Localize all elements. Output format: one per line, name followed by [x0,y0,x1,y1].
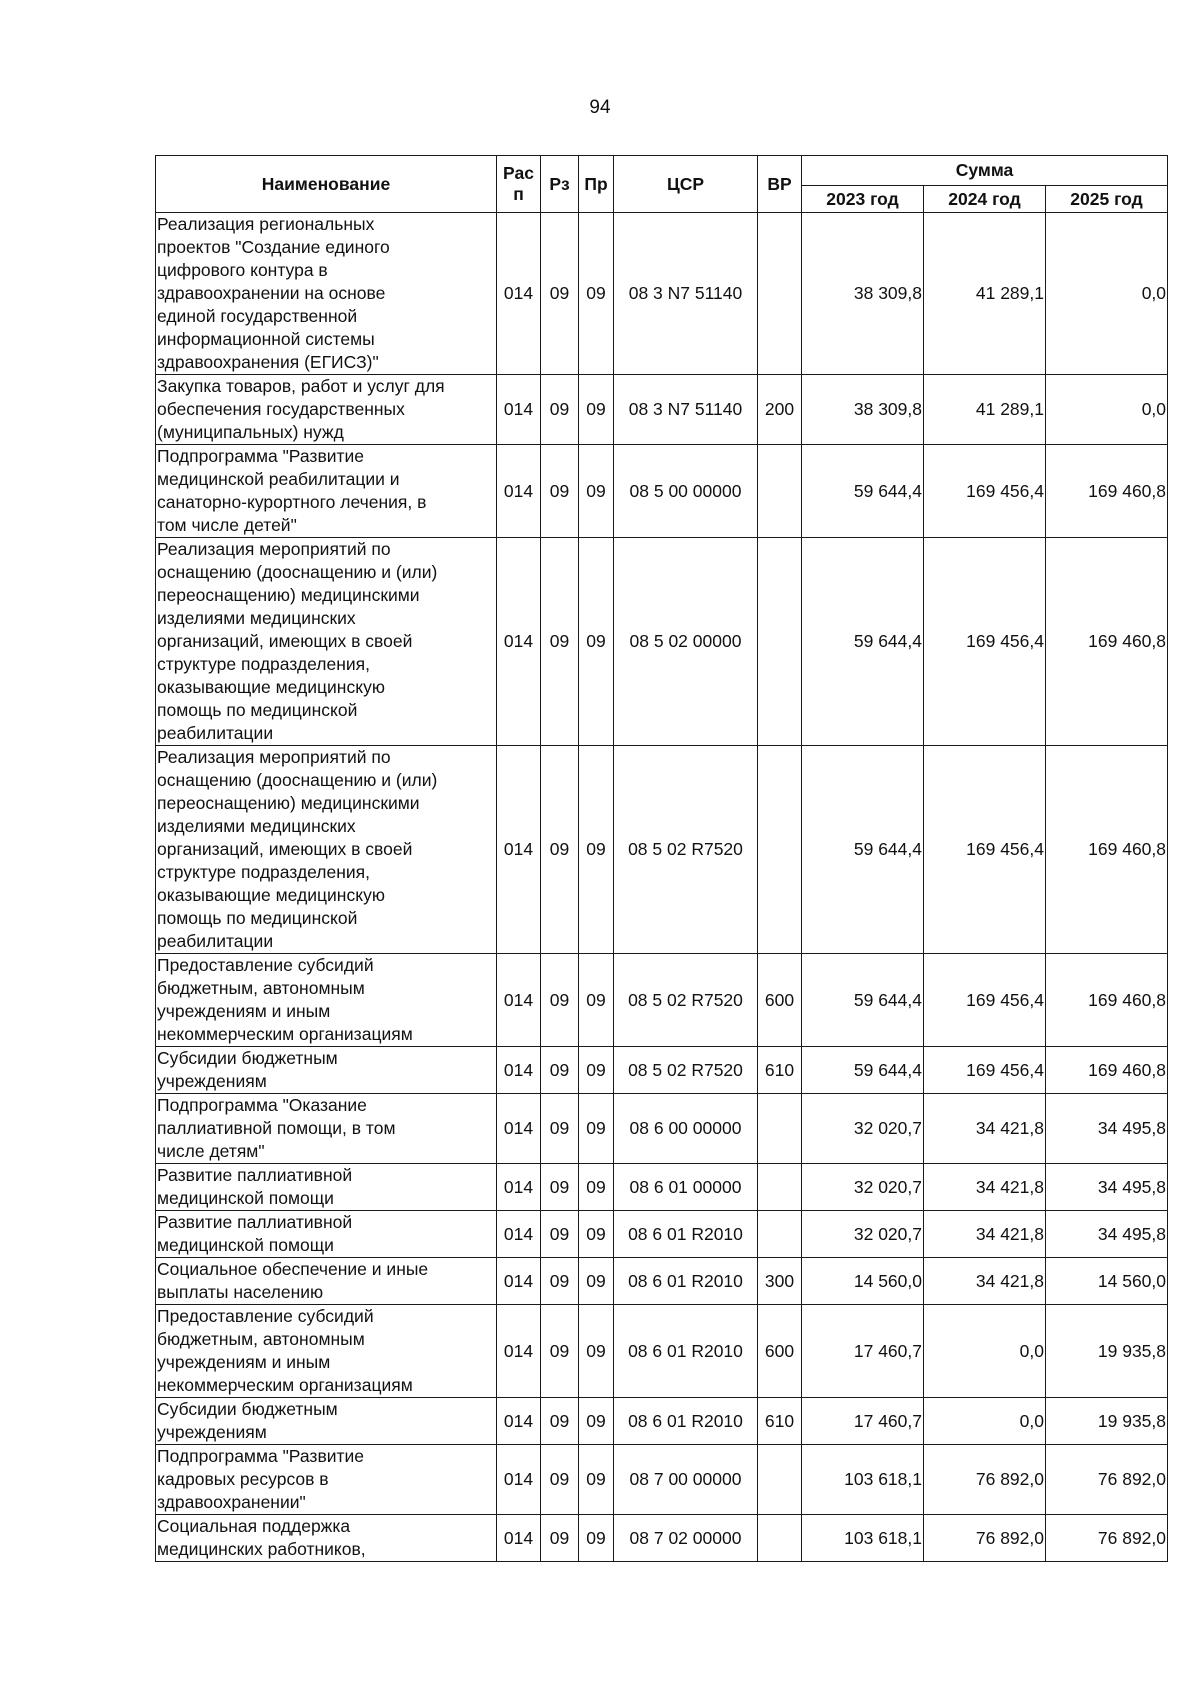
row-rz: 09 [541,375,579,445]
row-name: Развитие паллиативной медицинской помощи [156,1164,497,1211]
row-name: Субсидии бюджетным учреждениям [156,1398,497,1445]
row-pr: 09 [579,954,614,1047]
header-csr: ЦСР [614,156,758,213]
row-name: Предоставление субсидий бюджетным, автономным учреждениям и иным некоммерческим организациям [156,954,497,1047]
row-vr [758,213,802,375]
row-sum-2025: 19 935,8 [1046,1305,1168,1398]
header-year-2025: 2025 год [1046,186,1168,213]
row-vr [758,1515,802,1562]
row-name: Развитие паллиативной медицинской помощи [156,1211,497,1258]
row-pr: 09 [579,1258,614,1305]
row-vr [758,538,802,746]
row-sum-2025: 34 495,8 [1046,1211,1168,1258]
header-sum: Сумма [802,156,1168,186]
row-sum-2024: 169 456,4 [924,445,1046,538]
header-vr: ВР [758,156,802,213]
row-sum-2024: 41 289,1 [924,375,1046,445]
row-vr: 200 [758,375,802,445]
table-row [156,1445,1168,1515]
row-rz: 09 [541,746,579,954]
row-sum-2023: 59 644,4 [802,954,924,1047]
row-rasp: 014 [497,1445,541,1515]
row-sum-2024: 34 421,8 [924,1211,1046,1258]
row-sum-2024: 169 456,4 [924,746,1046,954]
header-rasp: Рас п [497,156,541,213]
row-rz: 09 [541,1305,579,1398]
row-sum-2023: 59 644,4 [802,538,924,746]
table-row [156,445,1168,538]
row-sum-2024: 34 421,8 [924,1164,1046,1211]
row-rz: 09 [541,1211,579,1258]
row-sum-2025: 0,0 [1046,375,1168,445]
row-rz: 09 [541,1398,579,1445]
row-vr [758,445,802,538]
row-sum-2025: 76 892,0 [1046,1515,1168,1562]
row-name: Реализация региональных проектов "Создание единого цифрового контура в здравоохранении на основе единой государственной информационной системы здравоохранения (ЕГИСЗ)" [156,213,497,375]
row-sum-2025: 19 935,8 [1046,1398,1168,1445]
row-csr: 08 6 01 R2010 [614,1258,758,1305]
row-sum-2025: 76 892,0 [1046,1445,1168,1515]
row-sum-2024: 34 421,8 [924,1094,1046,1164]
row-csr: 08 3 N7 51140 [614,213,758,375]
row-sum-2023: 38 309,8 [802,213,924,375]
row-sum-2024: 34 421,8 [924,1258,1046,1305]
row-vr [758,746,802,954]
row-vr: 300 [758,1258,802,1305]
row-pr: 09 [579,1305,614,1398]
row-csr: 08 3 N7 51140 [614,375,758,445]
row-sum-2024: 169 456,4 [924,1047,1046,1094]
page-number: 94 [589,97,611,118]
header-rz: Рз [541,156,579,213]
row-sum-2024: 169 456,4 [924,538,1046,746]
row-rz: 09 [541,213,579,375]
row-rasp: 014 [497,445,541,538]
row-csr: 08 7 02 00000 [614,1515,758,1562]
row-sum-2023: 14 560,0 [802,1258,924,1305]
row-rz: 09 [541,954,579,1047]
row-sum-2025: 169 460,8 [1046,954,1168,1047]
row-sum-2024: 0,0 [924,1398,1046,1445]
row-vr: 600 [758,1305,802,1398]
header-year-2023: 2023 год [802,186,924,213]
row-csr: 08 5 02 R7520 [614,1047,758,1094]
row-csr: 08 5 02 R7520 [614,746,758,954]
row-sum-2025: 169 460,8 [1046,445,1168,538]
table-row [156,1398,1168,1445]
row-pr: 09 [579,1398,614,1445]
table-row [156,1515,1168,1562]
row-rz: 09 [541,1094,579,1164]
row-sum-2023: 103 618,1 [802,1515,924,1562]
row-rz: 09 [541,538,579,746]
row-sum-2023: 17 460,7 [802,1305,924,1398]
row-csr: 08 6 01 00000 [614,1164,758,1211]
row-sum-2024: 76 892,0 [924,1515,1046,1562]
row-vr [758,1164,802,1211]
budget-table [155,155,1168,1562]
header-year-2024: 2024 год [924,186,1046,213]
row-sum-2023: 32 020,7 [802,1094,924,1164]
row-name: Подпрограмма "Развитие кадровых ресурсов в здравоохранении" [156,1445,497,1515]
table-body [156,213,1168,1562]
row-sum-2023: 59 644,4 [802,746,924,954]
row-rasp: 014 [497,1305,541,1398]
row-name: Социальное обеспечение и иные выплаты населению [156,1258,497,1305]
row-rasp: 014 [497,1258,541,1305]
row-vr: 600 [758,954,802,1047]
row-rasp: 014 [497,538,541,746]
row-sum-2023: 32 020,7 [802,1211,924,1258]
row-rasp: 014 [497,375,541,445]
row-csr: 08 6 01 R2010 [614,1398,758,1445]
row-sum-2023: 17 460,7 [802,1398,924,1445]
row-rz: 09 [541,1515,579,1562]
row-pr: 09 [579,213,614,375]
row-sum-2023: 59 644,4 [802,445,924,538]
row-rz: 09 [541,1258,579,1305]
table-row [156,954,1168,1047]
row-sum-2025: 169 460,8 [1046,538,1168,746]
row-vr [758,1211,802,1258]
table-row [156,1305,1168,1398]
row-name: Подпрограмма "Развитие медицинской реабилитации и санаторно-курортного лечения, в том числе детей" [156,445,497,538]
row-vr: 610 [758,1047,802,1094]
row-rasp: 014 [497,1047,541,1094]
table-row [156,1258,1168,1305]
table-row [156,538,1168,746]
table-row [156,375,1168,445]
row-csr: 08 6 00 00000 [614,1094,758,1164]
row-name: Реализация мероприятий по оснащению (дооснащению и (или) переоснащению) медицинскими изделиями медицинских организаций, имеющих в своей структуре подразделения, оказывающие медицинскую помощь по медицинской реабилитации [156,538,497,746]
row-pr: 09 [579,1445,614,1515]
row-pr: 09 [579,1164,614,1211]
row-rasp: 014 [497,1094,541,1164]
table-row [156,213,1168,375]
row-csr: 08 6 01 R2010 [614,1211,758,1258]
row-pr: 09 [579,1515,614,1562]
row-csr: 08 6 01 R2010 [614,1305,758,1398]
row-rz: 09 [541,1164,579,1211]
header-name: Наименование [156,156,497,213]
row-sum-2023: 38 309,8 [802,375,924,445]
row-pr: 09 [579,375,614,445]
row-rasp: 014 [497,1398,541,1445]
row-sum-2025: 169 460,8 [1046,746,1168,954]
row-name: Реализация мероприятий по оснащению (дооснащению и (или) переоснащению) медицинскими изделиями медицинских организаций, имеющих в своей структуре подразделения, оказывающие медицинскую помощь по медицинской реабилитации [156,746,497,954]
row-vr: 610 [758,1398,802,1445]
header-pr: Пр [579,156,614,213]
row-pr: 09 [579,746,614,954]
row-rasp: 014 [497,746,541,954]
table-row [156,1211,1168,1258]
row-vr [758,1094,802,1164]
row-sum-2025: 34 495,8 [1046,1164,1168,1211]
row-name: Социальная поддержка медицинских работников, [156,1515,497,1562]
row-name: Закупка товаров, работ и услуг для обеспечения государственных (муниципальных) нужд [156,375,497,445]
row-rz: 09 [541,445,579,538]
row-sum-2025: 0,0 [1046,213,1168,375]
row-csr: 08 5 02 R7520 [614,954,758,1047]
row-sum-2023: 32 020,7 [802,1164,924,1211]
row-rasp: 014 [497,213,541,375]
row-sum-2023: 103 618,1 [802,1445,924,1515]
row-sum-2025: 14 560,0 [1046,1258,1168,1305]
row-pr: 09 [579,445,614,538]
row-rasp: 014 [497,1164,541,1211]
row-rz: 09 [541,1047,579,1094]
row-csr: 08 5 00 00000 [614,445,758,538]
row-sum-2024: 0,0 [924,1305,1046,1398]
row-rasp: 014 [497,1211,541,1258]
row-sum-2025: 34 495,8 [1046,1094,1168,1164]
row-rz: 09 [541,1445,579,1515]
row-csr: 08 5 02 00000 [614,538,758,746]
row-name: Предоставление субсидий бюджетным, автономным учреждениям и иным некоммерческим организациям [156,1305,497,1398]
row-vr [758,1445,802,1515]
row-pr: 09 [579,1211,614,1258]
row-rasp: 014 [497,954,541,1047]
row-name: Субсидии бюджетным учреждениям [156,1047,497,1094]
row-pr: 09 [579,1047,614,1094]
row-sum-2023: 59 644,4 [802,1047,924,1094]
row-sum-2024: 41 289,1 [924,213,1046,375]
row-sum-2024: 76 892,0 [924,1445,1046,1515]
row-name: Подпрограмма "Оказание паллиативной помощи, в том числе детям" [156,1094,497,1164]
row-sum-2024: 169 456,4 [924,954,1046,1047]
row-pr: 09 [579,1094,614,1164]
row-pr: 09 [579,538,614,746]
row-sum-2025: 169 460,8 [1046,1047,1168,1094]
table-row [156,1094,1168,1164]
table-row [156,746,1168,954]
row-rasp: 014 [497,1515,541,1562]
row-csr: 08 7 00 00000 [614,1445,758,1515]
table-row [156,1047,1168,1094]
table-row [156,1164,1168,1211]
